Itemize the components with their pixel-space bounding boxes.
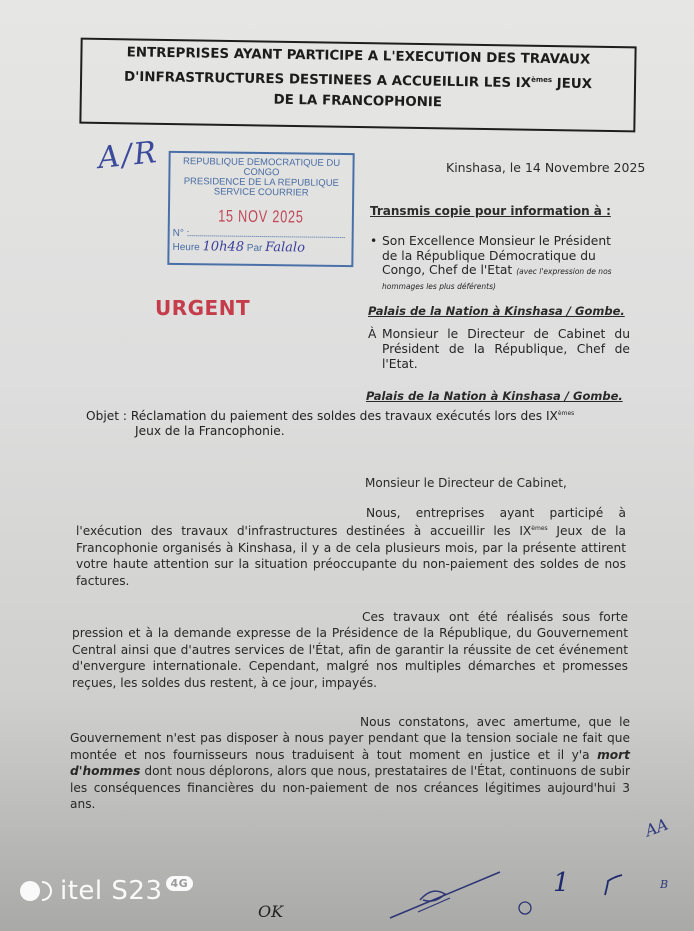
- title-line-2-end: JEUX: [551, 76, 593, 93]
- title-superscript: èmes: [531, 75, 553, 85]
- stamp-hour-value: 10h48: [202, 239, 245, 255]
- paragraph-1-text-a: Nous, entreprises ayant participé à l'exécution des travaux d'infrastructures destinées à accueillir les IX: [76, 506, 626, 539]
- subject-line-1: Réclamation du paiement des soldes des travaux exécutés lors des IX: [130, 409, 558, 424]
- body-paragraph-2: [72, 609, 628, 691]
- place-and-date: Kinshasa, le 14 Novembre 2025: [446, 160, 646, 175]
- subject-label: Objet :: [86, 409, 127, 424]
- subject-superscript: èmes: [557, 410, 575, 417]
- paragraph-3-text-b: dont nous déplorons, alors que nous, prestataires de l'État, continuons de subir les conséquences financières du non-paiement de nos créances légitimes aujourd'hui 3 ans.: [70, 764, 630, 812]
- handwritten-mark-b: B: [660, 878, 669, 891]
- body-paragraph-1: [76, 505, 626, 589]
- body-paragraph-3: [70, 714, 630, 812]
- letter-subject: [86, 406, 576, 439]
- title-line-1: ENTREPRISES AYANT PARTICIPE A L'EXECUTION DES TRAVAUX: [126, 45, 591, 68]
- initials-circle: [519, 902, 531, 914]
- stamp-hour-row: [169, 239, 351, 256]
- watermark-4g-badge: 4G: [166, 876, 194, 891]
- handwritten-signatures: [380, 860, 680, 930]
- stamp-number-row: [170, 229, 352, 241]
- check-mark: [605, 875, 622, 895]
- subject-line-2: Jeux de la Francophonie.: [135, 424, 285, 439]
- stamp-number-dots: [189, 235, 344, 238]
- handwritten-ar-mark: A/R: [96, 134, 161, 177]
- handwritten-mark-1: 1: [553, 868, 570, 898]
- document-title-box: [79, 38, 636, 133]
- itel-logo-arc-icon: [42, 881, 52, 901]
- itel-logo-icon: [20, 881, 40, 901]
- recipient-president-address: Palais de la Nation à Kinshasa / Gombe.: [368, 304, 625, 318]
- recipient-president: [370, 234, 628, 292]
- stamp-line-2: PRESIDENCE DE LA REPUBLIQUE: [183, 176, 339, 189]
- title-line-3: DE LA FRANCOPHONIE: [273, 93, 443, 111]
- camera-watermark: [20, 876, 193, 906]
- salutation: Monsieur le Directeur de Cabinet,: [365, 476, 567, 490]
- recipient-president-note: (avec l'expression de nos hommages les plus déférents): [382, 267, 612, 291]
- reception-stamp: [167, 151, 354, 267]
- paragraph-1-superscript: èmes: [531, 525, 548, 533]
- paragraph-3-emphasis: mort d'hommes: [70, 747, 630, 779]
- title-line-2-text: D'INFRASTRUCTURES DESTINEES A ACCUEILLIR LES IX: [123, 69, 532, 92]
- stamp-line-1: REPUBLIQUE DEMOCRATIQUE DU CONGO: [182, 156, 341, 179]
- paragraph-2-text: Ces travaux ont été réalisés sous forte pression et à la demande expresse de la Présidence de la République, du Gouvernement Central ainsi que d'autres services de l'État, afin de garantir la réussite de cet événement d'envergure internationale. Cependant, malgré nos multiples démarches et promesses reçues, les soldes dus restent, à ce jour, impayés.: [72, 610, 628, 690]
- watermark-brand: itel S23: [60, 876, 163, 906]
- transmis-copie-label: Transmis copie pour information à :: [370, 204, 611, 218]
- stamp-date: 15 NOV 2025: [218, 206, 304, 227]
- recipient-director-address: Palais de la Nation à Kinshasa / Gombe.: [366, 389, 623, 403]
- stamp-number-label: N° :: [172, 227, 190, 240]
- recipient-president-text: Son Excellence Monsieur le Président de la République Démocratique du Congo, Chef de l'Etat: [382, 234, 611, 277]
- stamp-hour-label: Heure: [172, 241, 200, 254]
- stamp-by-value: Falalo: [265, 240, 306, 256]
- paragraph-1-text-b: Jeux de la Francophonie organisés à Kinshasa, il y a de cela plusieurs mois, par la présente attirent votre haute attention sur la situation préoccupante du non-paiement des soldes de nos factures.: [76, 524, 626, 588]
- bullet-icon: •: [370, 234, 378, 248]
- stamp-by-label: Par: [246, 242, 263, 255]
- handwritten-ok: OK: [258, 902, 284, 921]
- recipient-director-text: Monsieur le Directeur de Cabinet du Président de la République, Chef de l'Etat.: [382, 327, 630, 371]
- handwritten-initials-right: AA: [642, 814, 671, 841]
- urgent-stamp: URGENT: [155, 296, 251, 320]
- paragraph-3-text-a: Nous constatons, avec amertume, que le Gouvernement n'est pas disposer à nous payer pendant que la tension sociale ne fait que montée et nos fournisseurs nous traduisent à tout moment en justice et il y'a: [70, 715, 630, 762]
- recipient-director: [368, 327, 630, 372]
- stamp-line-3: SERVICE COURRIER: [213, 186, 309, 199]
- recipient-director-prefix: À: [368, 327, 377, 341]
